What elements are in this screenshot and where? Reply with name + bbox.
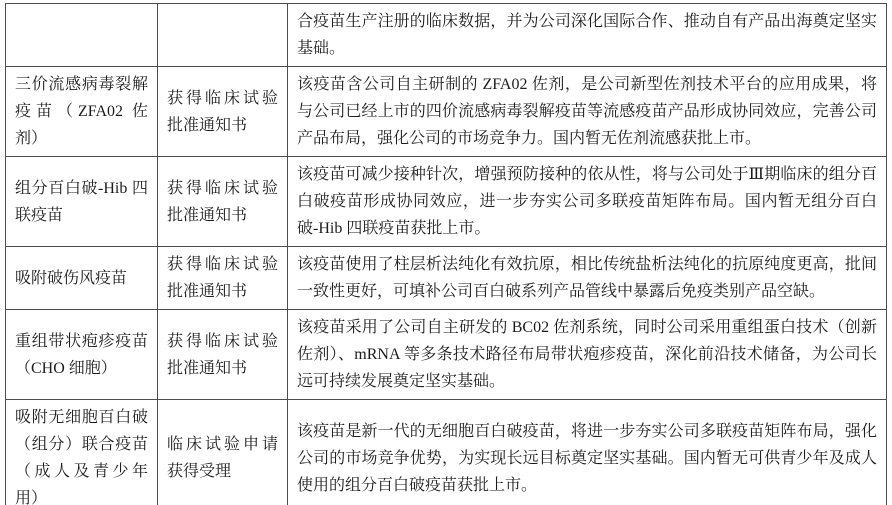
vaccine-name-cell: 重组带状疱疹疫苗（CHO 细胞） xyxy=(6,310,158,400)
vaccine-name-cell xyxy=(6,4,158,67)
vaccine-name-cell: 三价流感病毒裂解疫苗（ZFA02 佐剂） xyxy=(6,67,158,157)
status-cell: 临床试验申请获得受理 xyxy=(158,400,288,505)
status-cell xyxy=(158,4,288,67)
table-row xyxy=(6,4,887,67)
description-cell: 该疫苗是新一代的无细胞百白破疫苗，将进一步夯实公司多联疫苗矩阵布局，强化公司的市场竞争优势，为实现长远目标奠定坚实基础。国内暂无可供青少年及成人使用的组分百白破疫苗获批上市。 xyxy=(288,400,887,505)
status-cell: 获得临床试验批准通知书 xyxy=(158,157,288,247)
document-page xyxy=(0,3,892,505)
vaccine-name-cell: 吸附破伤风疫苗 xyxy=(6,247,158,310)
table-row xyxy=(6,67,887,157)
vaccine-pipeline-table xyxy=(5,3,887,505)
status-cell: 获得临床试验批准通知书 xyxy=(158,247,288,310)
vaccine-name-cell: 组分百白破-Hib 四联疫苗 xyxy=(6,157,158,247)
table-row xyxy=(6,310,887,400)
description-cell: 合疫苗生产注册的临床数据，并为公司深化国际合作、推动自有产品出海奠定坚实基础。 xyxy=(288,4,887,67)
description-cell: 该疫苗使用了柱层析法纯化有效抗原，相比传统盐析法纯化的抗原纯度更高，批间一致性更好，可填补公司百白破系列产品管线中暴露后免疫类别产品空缺。 xyxy=(288,247,887,310)
vaccine-name-cell: 吸附无细胞百白破（组分）联合疫苗（成人及青少年用） xyxy=(6,400,158,505)
description-cell: 该疫苗含公司自主研制的 ZFA02 佐剂，是公司新型佐剂技术平台的应用成果，将与公司已经上市的四价流感病毒裂解疫苗等流感疫苗产品形成协同效应，完善公司产品布局，强化公司的市场竞争力。国内暂无佐剂流感获批上市。 xyxy=(288,67,887,157)
table-row xyxy=(6,247,887,310)
status-cell: 获得临床试验批准通知书 xyxy=(158,67,288,157)
table-row xyxy=(6,400,887,505)
description-cell: 该疫苗可减少接种针次，增强预防接种的依从性，将与公司处于Ⅲ期临床的组分百白破疫苗形成协同效应，进一步夯实公司多联疫苗矩阵布局。国内暂无组分百白破-Hib 四联疫苗获批上市。 xyxy=(288,157,887,247)
description-cell: 该疫苗采用了公司自主研发的 BC02 佐剂系统，同时公司采用重组蛋白技术（创新佐剂）、mRNA 等多条技术路径布局带状疱疹疫苗，深化前沿技术储备，为公司长远可持续发展奠定坚实基础。 xyxy=(288,310,887,400)
status-cell: 获得临床试验批准通知书 xyxy=(158,310,288,400)
table-row xyxy=(6,157,887,247)
